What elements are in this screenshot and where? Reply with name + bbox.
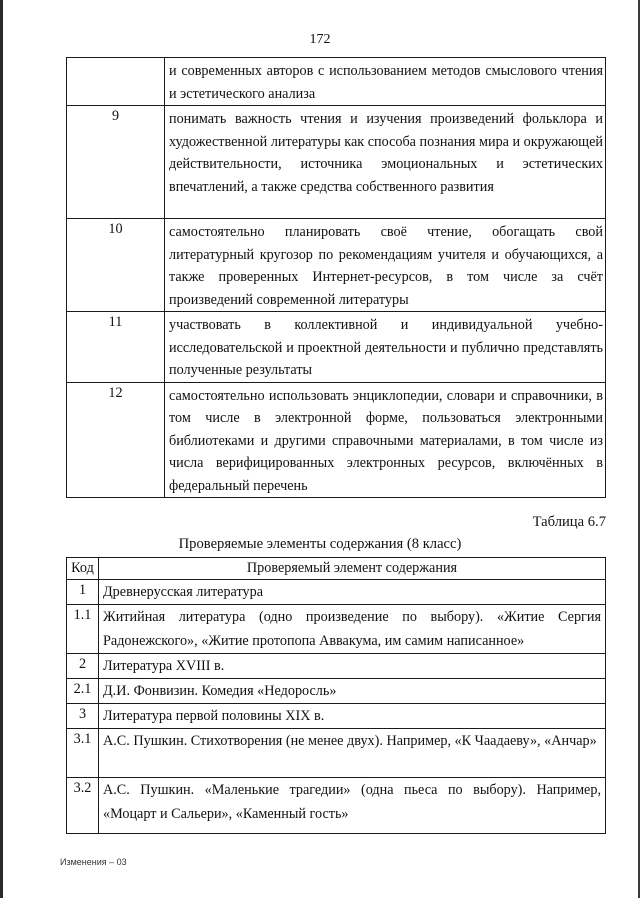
- page-number: 172: [309, 32, 331, 47]
- row-number: 10: [67, 219, 165, 312]
- table-header-row: [67, 558, 606, 580]
- row-number: [67, 58, 165, 106]
- table-row: [67, 219, 606, 312]
- row-text: понимать важность чтения и изучения произведений фольклора и художественной литературы как способа познания мира и окружающей действительности, источника эмоциональных и эстетических впечатлений, а также средства собственного развития: [165, 106, 606, 219]
- results-table: [66, 57, 606, 498]
- header-element: Проверяемый элемент содержания: [99, 558, 606, 580]
- row-code: 1.1: [67, 605, 99, 654]
- table-row: [67, 704, 606, 729]
- table-row: [67, 382, 606, 498]
- row-code: 2: [67, 654, 99, 679]
- row-code: 1: [67, 580, 99, 605]
- table-row: [67, 605, 606, 654]
- table-row: [67, 679, 606, 704]
- row-element: Житийная литература (одно произведение по выбору). «Житие Сергия Радонежского», «Житие протопопа Аввакума, им самим написанное»: [99, 605, 606, 654]
- table-row: [67, 580, 606, 605]
- row-text: и современных авторов с использованием методов смыслового чтения и эстетического анализа: [165, 58, 606, 106]
- row-text: самостоятельно планировать своё чтение, обогащать свой литературный кругозор по рекомендациям учителя и обучающихся, а также проверенных Интернет-ресурсов, в том числе за счёт произведений современной литературы: [165, 219, 606, 312]
- table-row: [67, 106, 606, 219]
- row-number: 12: [67, 382, 165, 498]
- table-caption: Таблица 6.7: [532, 514, 606, 530]
- row-code: 3.2: [67, 778, 99, 834]
- row-number: 9: [67, 106, 165, 219]
- table-row: [67, 58, 606, 106]
- row-code: 2.1: [67, 679, 99, 704]
- row-element: Литература первой половины XIX в.: [99, 704, 606, 729]
- scan-edge-left: [0, 0, 3, 898]
- content-elements-table: [66, 557, 606, 834]
- table-row: [67, 729, 606, 778]
- row-element: Древнерусская литература: [99, 580, 606, 605]
- row-text: самостоятельно использовать энциклопедии, словари и справочники, в том числе в электронной форме, пользоваться электронными библиотеками и другими справочными материалами, в том числе из числа верифицированных электронных ресурсов, включённых в федеральный перечень: [165, 382, 606, 498]
- row-element: А.С. Пушкин. Стихотворения (не менее двух). Например, «К Чаадаеву», «Анчар»: [99, 729, 606, 778]
- table-row: [67, 654, 606, 679]
- row-element: Д.И. Фонвизин. Комедия «Недоросль»: [99, 679, 606, 704]
- row-code: 3: [67, 704, 99, 729]
- table-title: Проверяемые элементы содержания (8 класс): [178, 536, 462, 552]
- table-row: [67, 312, 606, 383]
- header-code: Код: [67, 558, 99, 580]
- table-row: [67, 778, 606, 834]
- row-text: участвовать в коллективной и индивидуальной учебно-исследовательской и проектной деятельности и публично представлять полученные результаты: [165, 312, 606, 383]
- row-number: 11: [67, 312, 165, 383]
- row-element: Литература XVIII в.: [99, 654, 606, 679]
- footer-revision: Изменения – 03: [60, 857, 127, 867]
- row-element: А.С. Пушкин. «Маленькие трагедии» (одна пьеса по выбору). Например, «Моцарт и Сальери», «Каменный гость»: [99, 778, 606, 834]
- row-code: 3.1: [67, 729, 99, 778]
